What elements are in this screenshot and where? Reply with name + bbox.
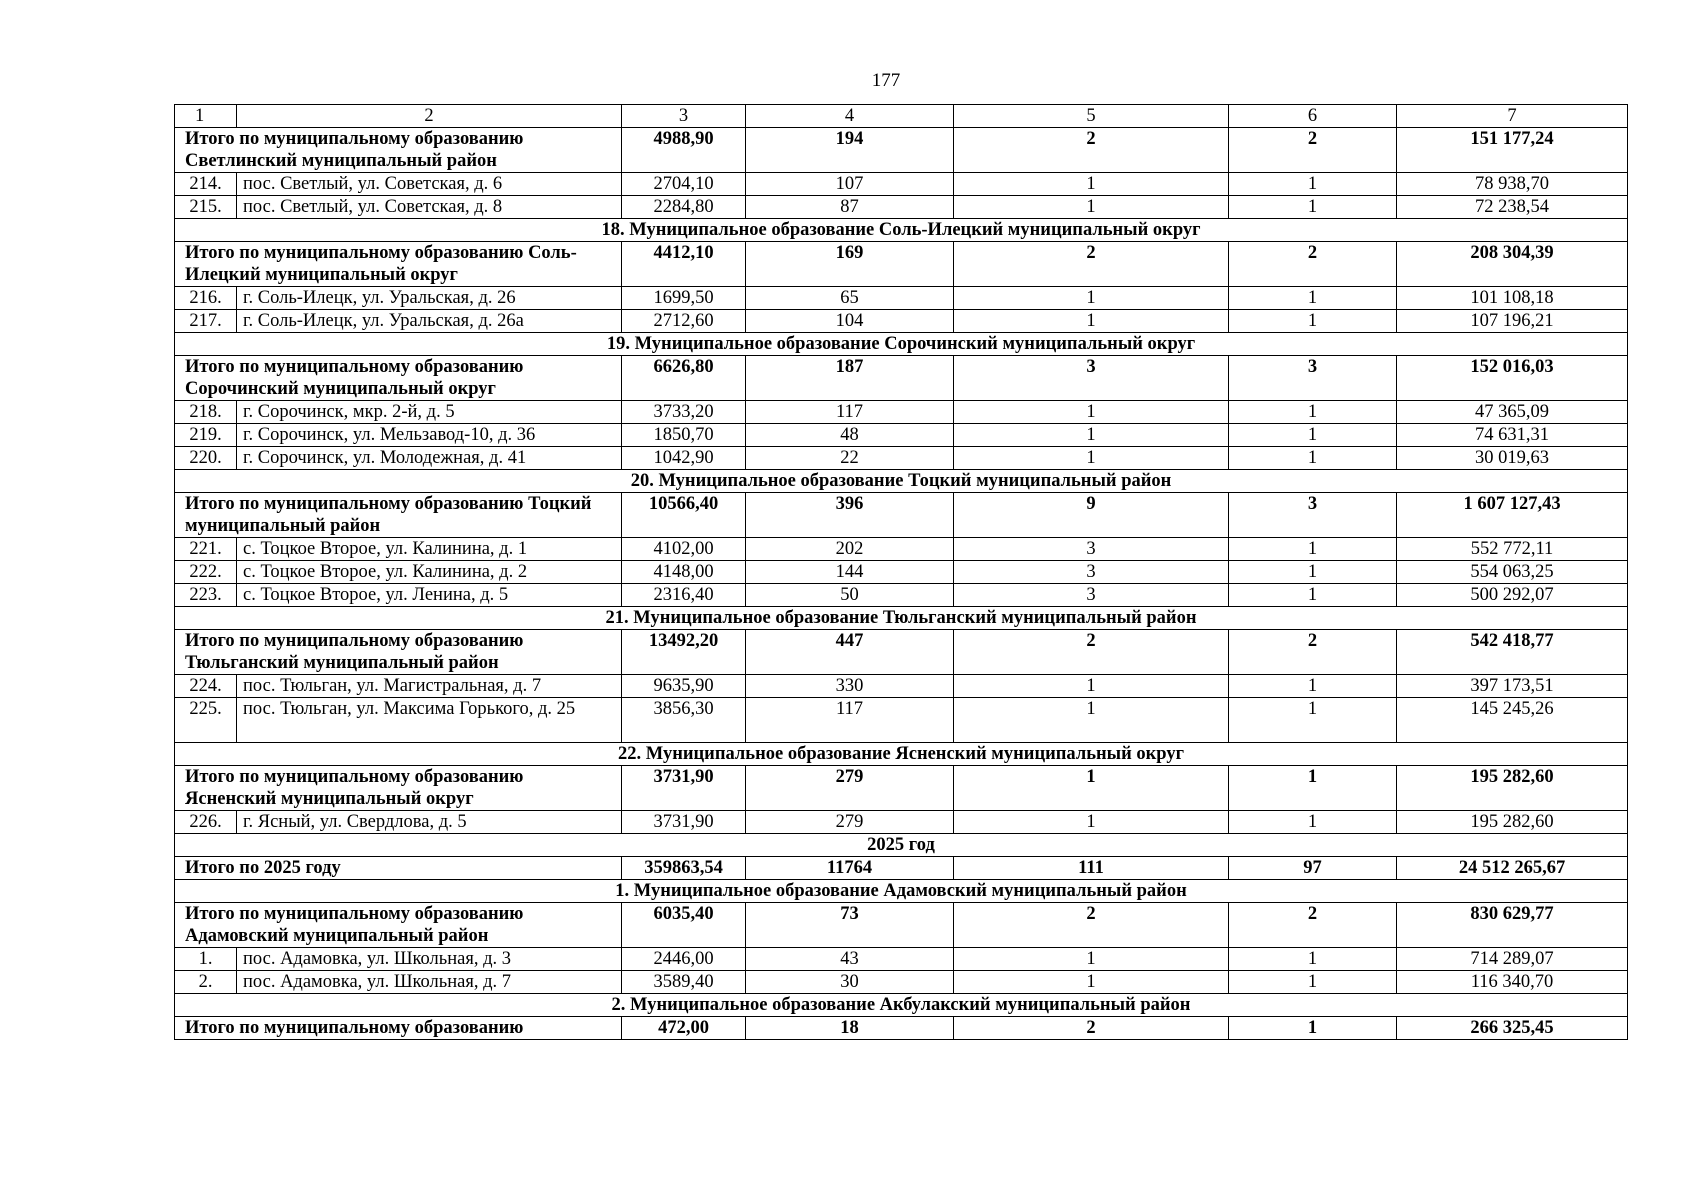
area-cell: 13492,20 [622,630,746,675]
area-cell: 472,00 [622,1017,746,1040]
row-number: 220. [175,447,237,470]
section-heading-row [175,743,1628,766]
table-row [175,287,1628,310]
address-cell: пос. Тюльган, ул. Максима Горького, д. 25 [237,698,622,743]
count-cell: 117 [746,401,954,424]
table-row [175,948,1628,971]
total-row [175,630,1628,675]
col6-cell: 1 [1229,675,1397,698]
address-cell: пос. Светлый, ул. Советская, д. 6 [237,173,622,196]
address-cell: пос. Светлый, ул. Советская, д. 8 [237,196,622,219]
table-row [175,538,1628,561]
address-cell: г. Сорочинск, ул. Молодежная, д. 41 [237,447,622,470]
amount-cell: 47 365,09 [1397,401,1628,424]
header-cell: 1 [175,105,237,128]
col6-cell: 2 [1229,242,1397,287]
row-number: 1. [175,948,237,971]
col5-cell: 3 [954,356,1229,401]
address-cell: г. Соль-Илецк, ул. Уральская, д. 26а [237,310,622,333]
col5-cell: 111 [954,857,1229,880]
total-label: Итого по муниципальному образованию [175,1017,622,1040]
area-cell: 2316,40 [622,584,746,607]
count-cell: 22 [746,447,954,470]
col5-cell: 1 [954,424,1229,447]
total-label: Итого по муниципальному образованию Тюльганский муниципальный район [175,630,622,675]
amount-cell: 208 304,39 [1397,242,1628,287]
total-row [175,356,1628,401]
col6-cell: 1 [1229,1017,1397,1040]
amount-cell: 830 629,77 [1397,903,1628,948]
total-row [175,903,1628,948]
section-heading: 21. Муниципальное образование Тюльганский муниципальный район [175,607,1628,630]
total-row [175,766,1628,811]
col5-cell: 2 [954,903,1229,948]
row-number: 221. [175,538,237,561]
col5-cell: 1 [954,698,1229,743]
address-cell: г. Ясный, ул. Свердлова, д. 5 [237,811,622,834]
col5-cell: 1 [954,310,1229,333]
col5-cell: 1 [954,766,1229,811]
section-heading: 19. Муниципальное образование Сорочинский муниципальный округ [175,333,1628,356]
total-label: Итого по муниципальному образованию Тоцкий муниципальный район [175,493,622,538]
area-cell: 3733,20 [622,401,746,424]
count-cell: 117 [746,698,954,743]
area-cell: 359863,54 [622,857,746,880]
section-heading-row [175,880,1628,903]
amount-cell: 552 772,11 [1397,538,1628,561]
col5-cell: 1 [954,971,1229,994]
count-cell: 11764 [746,857,954,880]
total-row [175,1017,1628,1040]
table-row [175,811,1628,834]
total-label: Итого по муниципальному образованию Адамовский муниципальный район [175,903,622,948]
col6-cell: 1 [1229,447,1397,470]
count-cell: 65 [746,287,954,310]
count-cell: 30 [746,971,954,994]
amount-cell: 24 512 265,67 [1397,857,1628,880]
row-number: 225. [175,698,237,743]
table-row [175,584,1628,607]
table-row [175,401,1628,424]
address-cell: пос. Адамовка, ул. Школьная, д. 3 [237,948,622,971]
col6-cell: 1 [1229,698,1397,743]
header-cell: 2 [237,105,622,128]
year-heading: 2025 год [175,834,1628,857]
count-cell: 107 [746,173,954,196]
row-number: 219. [175,424,237,447]
amount-cell: 78 938,70 [1397,173,1628,196]
col6-cell: 97 [1229,857,1397,880]
total-label: Итого по 2025 году [175,857,622,880]
area-cell: 10566,40 [622,493,746,538]
section-heading-row [175,994,1628,1017]
row-number: 224. [175,675,237,698]
col6-cell: 1 [1229,561,1397,584]
address-cell: г. Сорочинск, мкр. 2-й, д. 5 [237,401,622,424]
page-number: 177 [871,70,901,91]
table-row [175,675,1628,698]
table-row [175,196,1628,219]
amount-cell: 107 196,21 [1397,310,1628,333]
address-cell: пос. Адамовка, ул. Школьная, д. 7 [237,971,622,994]
count-cell: 187 [746,356,954,401]
area-cell: 1699,50 [622,287,746,310]
col5-cell: 1 [954,948,1229,971]
total-row [175,857,1628,880]
area-cell: 9635,90 [622,675,746,698]
col6-cell: 2 [1229,630,1397,675]
col5-cell: 2 [954,242,1229,287]
count-cell: 43 [746,948,954,971]
year-heading-row [175,834,1628,857]
header-cell: 3 [622,105,746,128]
table-row [175,424,1628,447]
section-heading: 20. Муниципальное образование Тоцкий муниципальный район [175,470,1628,493]
area-cell: 2446,00 [622,948,746,971]
amount-cell: 266 325,45 [1397,1017,1628,1040]
col5-cell: 1 [954,675,1229,698]
area-cell: 4102,00 [622,538,746,561]
section-heading: 18. Муниципальное образование Соль-Илецкий муниципальный округ [175,219,1628,242]
area-cell: 4148,00 [622,561,746,584]
count-cell: 18 [746,1017,954,1040]
count-cell: 50 [746,584,954,607]
row-number: 216. [175,287,237,310]
count-cell: 396 [746,493,954,538]
col6-cell: 3 [1229,356,1397,401]
section-heading-row [175,333,1628,356]
data-table [174,104,1628,1040]
col6-cell: 1 [1229,971,1397,994]
count-cell: 279 [746,766,954,811]
row-number: 218. [175,401,237,424]
count-cell: 169 [746,242,954,287]
row-number: 217. [175,310,237,333]
section-heading: 1. Муниципальное образование Адамовский муниципальный район [175,880,1628,903]
col6-cell: 3 [1229,493,1397,538]
area-cell: 3731,90 [622,766,746,811]
area-cell: 4988,90 [622,128,746,173]
count-cell: 104 [746,310,954,333]
amount-cell: 714 289,07 [1397,948,1628,971]
col5-cell: 1 [954,173,1229,196]
header-cell: 4 [746,105,954,128]
col5-cell: 2 [954,630,1229,675]
col5-cell: 2 [954,1017,1229,1040]
address-cell: с. Тоцкое Второе, ул. Калинина, д. 2 [237,561,622,584]
amount-cell: 152 016,03 [1397,356,1628,401]
section-heading-row [175,607,1628,630]
amount-cell: 101 108,18 [1397,287,1628,310]
row-number: 214. [175,173,237,196]
amount-cell: 151 177,24 [1397,128,1628,173]
area-cell: 1850,70 [622,424,746,447]
col6-cell: 1 [1229,538,1397,561]
area-cell: 6626,80 [622,356,746,401]
table-row [175,310,1628,333]
total-row [175,242,1628,287]
table-row [175,698,1628,743]
count-cell: 447 [746,630,954,675]
col5-cell: 3 [954,538,1229,561]
amount-cell: 145 245,26 [1397,698,1628,743]
area-cell: 4412,10 [622,242,746,287]
col6-cell: 1 [1229,424,1397,447]
amount-cell: 116 340,70 [1397,971,1628,994]
count-cell: 144 [746,561,954,584]
total-label: Итого по муниципальному образованию Светлинский муниципальный район [175,128,622,173]
col6-cell: 1 [1229,287,1397,310]
address-cell: с. Тоцкое Второе, ул. Калинина, д. 1 [237,538,622,561]
row-number: 215. [175,196,237,219]
amount-cell: 554 063,25 [1397,561,1628,584]
total-label: Итого по муниципальному образованию Ясненский муниципальный округ [175,766,622,811]
col6-cell: 1 [1229,584,1397,607]
table-row [175,447,1628,470]
table-row [175,561,1628,584]
count-cell: 330 [746,675,954,698]
col6-cell: 1 [1229,310,1397,333]
amount-cell: 195 282,60 [1397,811,1628,834]
amount-cell: 72 238,54 [1397,196,1628,219]
count-cell: 87 [746,196,954,219]
header-cell: 7 [1397,105,1628,128]
count-cell: 73 [746,903,954,948]
amount-cell: 74 631,31 [1397,424,1628,447]
amount-cell: 500 292,07 [1397,584,1628,607]
section-heading: 22. Муниципальное образование Ясненский муниципальный округ [175,743,1628,766]
total-row [175,128,1628,173]
row-number: 226. [175,811,237,834]
amount-cell: 30 019,63 [1397,447,1628,470]
address-cell: г. Соль-Илецк, ул. Уральская, д. 26 [237,287,622,310]
area-cell: 6035,40 [622,903,746,948]
header-cell: 5 [954,105,1229,128]
table-row [175,971,1628,994]
table-header-row [175,105,1628,128]
address-cell: с. Тоцкое Второе, ул. Ленина, д. 5 [237,584,622,607]
col5-cell: 3 [954,561,1229,584]
col6-cell: 1 [1229,811,1397,834]
col5-cell: 9 [954,493,1229,538]
total-row [175,493,1628,538]
count-cell: 48 [746,424,954,447]
area-cell: 3731,90 [622,811,746,834]
col6-cell: 1 [1229,401,1397,424]
col5-cell: 1 [954,811,1229,834]
area-cell: 3856,30 [622,698,746,743]
col6-cell: 2 [1229,903,1397,948]
row-number: 223. [175,584,237,607]
col6-cell: 2 [1229,128,1397,173]
amount-cell: 1 607 127,43 [1397,493,1628,538]
row-number: 2. [175,971,237,994]
section-heading: 2. Муниципальное образование Акбулакский муниципальный район [175,994,1628,1017]
address-cell: пос. Тюльган, ул. Магистральная, д. 7 [237,675,622,698]
area-cell: 2704,10 [622,173,746,196]
address-cell: г. Сорочинск, ул. Мельзавод-10, д. 36 [237,424,622,447]
col5-cell: 3 [954,584,1229,607]
col6-cell: 1 [1229,948,1397,971]
area-cell: 3589,40 [622,971,746,994]
col5-cell: 1 [954,447,1229,470]
header-cell: 6 [1229,105,1397,128]
row-number: 222. [175,561,237,584]
total-label: Итого по муниципальному образованию Сорочинский муниципальный округ [175,356,622,401]
col5-cell: 2 [954,128,1229,173]
area-cell: 2284,80 [622,196,746,219]
section-heading-row [175,470,1628,493]
table-row [175,173,1628,196]
col6-cell: 1 [1229,173,1397,196]
amount-cell: 195 282,60 [1397,766,1628,811]
col5-cell: 1 [954,401,1229,424]
col5-cell: 1 [954,196,1229,219]
amount-cell: 397 173,51 [1397,675,1628,698]
total-label: Итого по муниципальному образованию Соль-Илецкий муниципальный округ [175,242,622,287]
section-heading-row [175,219,1628,242]
amount-cell: 542 418,77 [1397,630,1628,675]
area-cell: 1042,90 [622,447,746,470]
col5-cell: 1 [954,287,1229,310]
count-cell: 202 [746,538,954,561]
area-cell: 2712,60 [622,310,746,333]
count-cell: 279 [746,811,954,834]
count-cell: 194 [746,128,954,173]
col6-cell: 1 [1229,196,1397,219]
col6-cell: 1 [1229,766,1397,811]
